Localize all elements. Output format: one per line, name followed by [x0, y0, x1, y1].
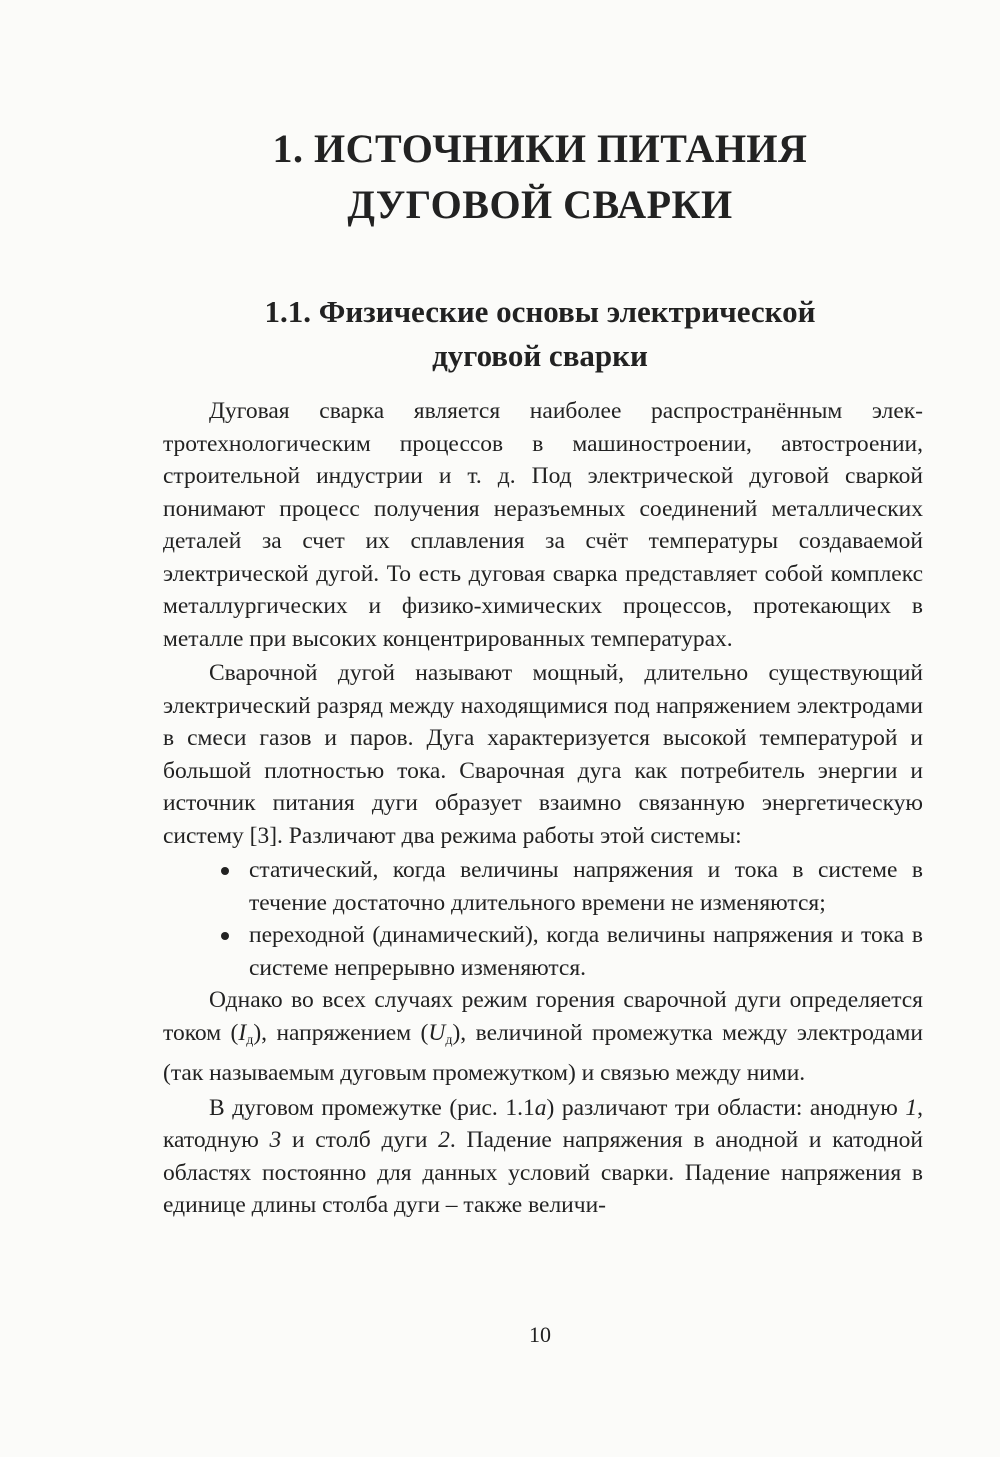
regime-list: [163, 854, 923, 984]
page-number: 10: [529, 1322, 551, 1347]
voltage-subscript: д: [445, 1032, 453, 1048]
list-item: [217, 919, 923, 984]
list-item: [217, 854, 923, 919]
bullet-icon: [221, 867, 229, 875]
chapter-title-line-2: ДУГОВОЙ СВАРКИ: [347, 182, 733, 227]
paragraph-2: Сварочной дугой называют мощный, длительно существующий электрический разряд между находящимися под напряжением электродами в смеси газов и паров. Дуга характеризуется высокой температурой и большой плотностью тока. Сварочная дуга как потребитель энергии и источник питания дуги образует взаимно связанную энергетическую систему [3]. Различают два режима работы этой системы:: [163, 660, 923, 849]
list-item-text: статический, когда величины напряжения и тока в системе в течение достаточно длительного времени не изменяются;: [249, 857, 923, 916]
cathode-region-number: 3: [269, 1127, 282, 1153]
p4-text-3: , катодную: [163, 1094, 924, 1153]
figure-ref-letter: а: [534, 1094, 547, 1121]
anode-region-number: 1: [905, 1094, 918, 1121]
voltage-symbol-letter: U: [428, 1019, 446, 1046]
paragraph-3: [163, 984, 923, 1090]
p3-text-1: Однако во всех случаях режим горения сварочной дуги определяется током (: [163, 987, 923, 1046]
chapter-title: [0, 121, 1000, 233]
body-text: [163, 395, 923, 1224]
section-title-line-2: дуговой сварки: [432, 338, 648, 373]
section-title: [0, 290, 1000, 378]
voltage-symbol: [428, 1020, 452, 1046]
p4-text-5: . Падение напряжения в анодной и катодной областях постоянно для данных условий сварки. Падение напряжения в единице длины столба дуги – также величи-: [163, 1127, 923, 1218]
current-subscript: д: [246, 1032, 254, 1048]
p4-text-4: и столб дуги: [281, 1127, 439, 1153]
paragraph-4: [163, 1092, 923, 1222]
current-symbol: [238, 1020, 253, 1046]
p3-text-3: ), величиной промежутка между электродами (так называемым дуговым промежутком) и связью между ними.: [163, 1019, 923, 1086]
p4-text-2: ) различают три области: анодную: [546, 1094, 906, 1121]
section-title-line-1: 1.1. Физические основы электрической: [264, 294, 816, 329]
bullet-icon: [221, 932, 229, 940]
arc-column-number: 2: [438, 1127, 450, 1153]
chapter-title-line-1: 1. ИСТОЧНИКИ ПИТАНИЯ: [272, 126, 808, 171]
current-symbol-letter: I: [238, 1019, 247, 1046]
list-item-text: переходной (динамический), когда величины напряжения и тока в системе непрерывно изменяются.: [249, 922, 923, 981]
p4-text-1: В дуговом промежутке (рис. 1.1: [209, 1094, 535, 1121]
p3-text-2: ), напряжением (: [253, 1019, 429, 1046]
paragraph-1: Дуговая сварка является наиболее распространённым электротехнологическим процессов в машиностроении, автостроении, строительной индустрии и т. д. Под электрической дуговой сваркой понимают процесс получения неразъемных соединений металлических деталей за счет их сплавления за счёт температуры создаваемой электрической дугой. То есть дуговая сварка представляет собой комплекс металлургических и физико-химических процессов, протекающих в металле при высоких концентрированных температурах.: [163, 398, 923, 652]
